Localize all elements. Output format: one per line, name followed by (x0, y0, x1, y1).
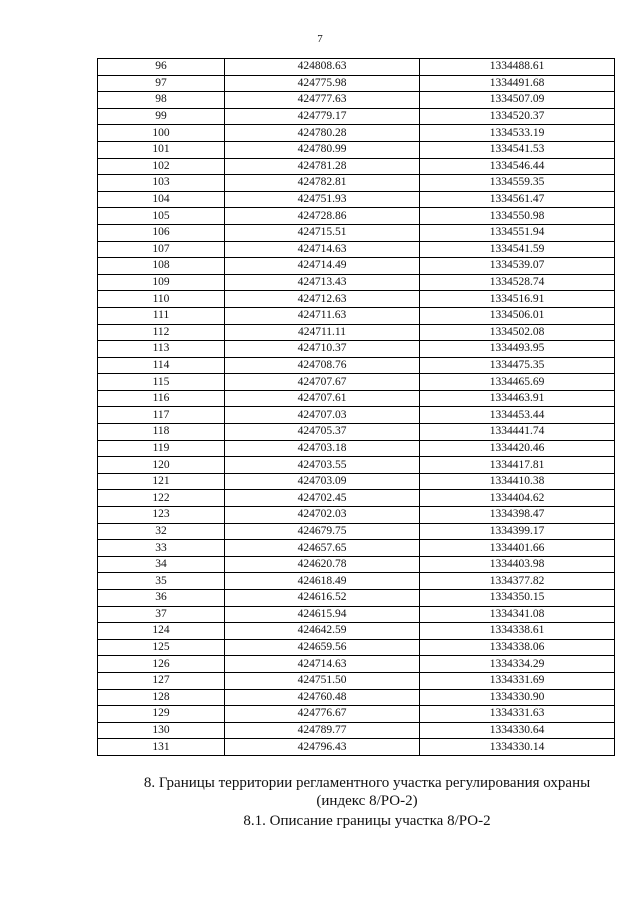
table-row (98, 258, 615, 275)
table-row (98, 175, 615, 192)
y-coordinate-cell: 1334546.44 (420, 158, 615, 175)
y-coordinate-cell: 1334420.46 (420, 440, 615, 457)
y-coordinate-cell: 1334330.14 (420, 739, 615, 756)
table-row (98, 407, 615, 424)
table-row (98, 739, 615, 756)
point-number-cell: 123 (98, 507, 225, 524)
table-row (98, 374, 615, 391)
x-coordinate-cell: 424751.50 (225, 672, 420, 689)
y-coordinate-cell: 1334528.74 (420, 274, 615, 291)
x-coordinate-cell: 424760.48 (225, 689, 420, 706)
point-number-cell: 130 (98, 722, 225, 739)
y-coordinate-cell: 1334338.06 (420, 639, 615, 656)
coordinates-table-body (98, 59, 615, 756)
x-coordinate-cell: 424708.76 (225, 357, 420, 374)
point-number-cell: 37 (98, 606, 225, 623)
point-number-cell: 115 (98, 374, 225, 391)
coordinates-table (97, 58, 615, 756)
point-number-cell: 109 (98, 274, 225, 291)
table-row (98, 141, 615, 158)
table-row (98, 92, 615, 109)
table-row (98, 341, 615, 358)
table-row (98, 59, 615, 76)
x-coordinate-cell: 424728.86 (225, 208, 420, 225)
table-row (98, 540, 615, 557)
point-number-cell: 33 (98, 540, 225, 557)
y-coordinate-cell: 1334493.95 (420, 341, 615, 358)
table-row (98, 158, 615, 175)
point-number-cell: 117 (98, 407, 225, 424)
x-coordinate-cell: 424618.49 (225, 573, 420, 590)
y-coordinate-cell: 1334488.61 (420, 59, 615, 76)
y-coordinate-cell: 1334341.08 (420, 606, 615, 623)
x-coordinate-cell: 424711.11 (225, 324, 420, 341)
y-coordinate-cell: 1334398.47 (420, 507, 615, 524)
table-row (98, 672, 615, 689)
table-row (98, 291, 615, 308)
x-coordinate-cell: 424713.43 (225, 274, 420, 291)
table-row (98, 224, 615, 241)
y-coordinate-cell: 1334550.98 (420, 208, 615, 225)
y-coordinate-cell: 1334403.98 (420, 556, 615, 573)
point-number-cell: 96 (98, 59, 225, 76)
y-coordinate-cell: 1334350.15 (420, 590, 615, 607)
table-row (98, 590, 615, 607)
table-row (98, 274, 615, 291)
point-number-cell: 125 (98, 639, 225, 656)
x-coordinate-cell: 424642.59 (225, 623, 420, 640)
table-row (98, 639, 615, 656)
point-number-cell: 111 (98, 307, 225, 324)
x-coordinate-cell: 424657.65 (225, 540, 420, 557)
table-row (98, 357, 615, 374)
section-heading: 8. Границы территории регламентного участка регулирования охраны (143, 775, 591, 791)
x-coordinate-cell: 424659.56 (225, 639, 420, 656)
y-coordinate-cell: 1334338.61 (420, 623, 615, 640)
subsection-heading: 8.1. Описание границы участка 8/РО-2 (243, 813, 491, 829)
x-coordinate-cell: 424714.63 (225, 241, 420, 258)
x-coordinate-cell: 424711.63 (225, 307, 420, 324)
table-row (98, 457, 615, 474)
y-coordinate-cell: 1334541.53 (420, 141, 615, 158)
table-row (98, 689, 615, 706)
point-number-cell: 120 (98, 457, 225, 474)
x-coordinate-cell: 424780.28 (225, 125, 420, 142)
table-row (98, 440, 615, 457)
point-number-cell: 104 (98, 191, 225, 208)
point-number-cell: 131 (98, 739, 225, 756)
point-number-cell: 100 (98, 125, 225, 142)
table-row (98, 424, 615, 441)
x-coordinate-cell: 424777.63 (225, 92, 420, 109)
page-number: 7 (317, 33, 323, 45)
x-coordinate-cell: 424707.03 (225, 407, 420, 424)
table-row (98, 473, 615, 490)
y-coordinate-cell: 1334561.47 (420, 191, 615, 208)
y-coordinate-cell: 1334507.09 (420, 92, 615, 109)
x-coordinate-cell: 424707.61 (225, 390, 420, 407)
table-row (98, 490, 615, 507)
point-number-cell: 122 (98, 490, 225, 507)
point-number-cell: 107 (98, 241, 225, 258)
point-number-cell: 34 (98, 556, 225, 573)
table-row (98, 523, 615, 540)
point-number-cell: 101 (98, 141, 225, 158)
x-coordinate-cell: 424780.99 (225, 141, 420, 158)
x-coordinate-cell: 424776.67 (225, 706, 420, 723)
x-coordinate-cell: 424707.67 (225, 374, 420, 391)
table-row (98, 324, 615, 341)
table-row (98, 606, 615, 623)
y-coordinate-cell: 1334491.68 (420, 75, 615, 92)
point-number-cell: 112 (98, 324, 225, 341)
point-number-cell: 35 (98, 573, 225, 590)
point-number-cell: 32 (98, 523, 225, 540)
point-number-cell: 99 (98, 108, 225, 125)
x-coordinate-cell: 424714.63 (225, 656, 420, 673)
table-row (98, 125, 615, 142)
x-coordinate-cell: 424808.63 (225, 59, 420, 76)
point-number-cell: 118 (98, 424, 225, 441)
point-number-cell: 129 (98, 706, 225, 723)
y-coordinate-cell: 1334551.94 (420, 224, 615, 241)
x-coordinate-cell: 424703.09 (225, 473, 420, 490)
point-number-cell: 113 (98, 341, 225, 358)
x-coordinate-cell: 424781.28 (225, 158, 420, 175)
x-coordinate-cell: 424796.43 (225, 739, 420, 756)
table-row (98, 556, 615, 573)
x-coordinate-cell: 424705.37 (225, 424, 420, 441)
y-coordinate-cell: 1334331.69 (420, 672, 615, 689)
y-coordinate-cell: 1334453.44 (420, 407, 615, 424)
x-coordinate-cell: 424615.94 (225, 606, 420, 623)
point-number-cell: 102 (98, 158, 225, 175)
y-coordinate-cell: 1334516.91 (420, 291, 615, 308)
y-coordinate-cell: 1334330.64 (420, 722, 615, 739)
x-coordinate-cell: 424703.18 (225, 440, 420, 457)
section-heading-index: (индекс 8/РО-2) (316, 793, 418, 809)
point-number-cell: 97 (98, 75, 225, 92)
point-number-cell: 36 (98, 590, 225, 607)
point-number-cell: 108 (98, 258, 225, 275)
table-row (98, 390, 615, 407)
x-coordinate-cell: 424775.98 (225, 75, 420, 92)
y-coordinate-cell: 1334410.38 (420, 473, 615, 490)
x-coordinate-cell: 424715.51 (225, 224, 420, 241)
x-coordinate-cell: 424679.75 (225, 523, 420, 540)
y-coordinate-cell: 1334334.29 (420, 656, 615, 673)
x-coordinate-cell: 424710.37 (225, 341, 420, 358)
table-row (98, 241, 615, 258)
point-number-cell: 128 (98, 689, 225, 706)
point-number-cell: 124 (98, 623, 225, 640)
x-coordinate-cell: 424789.77 (225, 722, 420, 739)
y-coordinate-cell: 1334404.62 (420, 490, 615, 507)
point-number-cell: 98 (98, 92, 225, 109)
table-row (98, 208, 615, 225)
y-coordinate-cell: 1334539.07 (420, 258, 615, 275)
point-number-cell: 126 (98, 656, 225, 673)
y-coordinate-cell: 1334541.59 (420, 241, 615, 258)
table-row (98, 623, 615, 640)
table-row (98, 507, 615, 524)
point-number-cell: 127 (98, 672, 225, 689)
point-number-cell: 114 (98, 357, 225, 374)
point-number-cell: 106 (98, 224, 225, 241)
x-coordinate-cell: 424702.03 (225, 507, 420, 524)
y-coordinate-cell: 1334417.81 (420, 457, 615, 474)
table-row (98, 573, 615, 590)
x-coordinate-cell: 424702.45 (225, 490, 420, 507)
y-coordinate-cell: 1334506.01 (420, 307, 615, 324)
x-coordinate-cell: 424620.78 (225, 556, 420, 573)
point-number-cell: 103 (98, 175, 225, 192)
y-coordinate-cell: 1334502.08 (420, 324, 615, 341)
x-coordinate-cell: 424779.17 (225, 108, 420, 125)
table-row (98, 191, 615, 208)
x-coordinate-cell: 424782.81 (225, 175, 420, 192)
x-coordinate-cell: 424714.49 (225, 258, 420, 275)
y-coordinate-cell: 1334377.82 (420, 573, 615, 590)
table-row (98, 307, 615, 324)
y-coordinate-cell: 1334331.63 (420, 706, 615, 723)
y-coordinate-cell: 1334520.37 (420, 108, 615, 125)
point-number-cell: 105 (98, 208, 225, 225)
y-coordinate-cell: 1334399.17 (420, 523, 615, 540)
table-row (98, 722, 615, 739)
y-coordinate-cell: 1334533.19 (420, 125, 615, 142)
y-coordinate-cell: 1334401.66 (420, 540, 615, 557)
point-number-cell: 110 (98, 291, 225, 308)
y-coordinate-cell: 1334441.74 (420, 424, 615, 441)
table-row (98, 108, 615, 125)
x-coordinate-cell: 424751.93 (225, 191, 420, 208)
y-coordinate-cell: 1334463.91 (420, 390, 615, 407)
x-coordinate-cell: 424703.55 (225, 457, 420, 474)
y-coordinate-cell: 1334330.90 (420, 689, 615, 706)
point-number-cell: 116 (98, 390, 225, 407)
table-row (98, 706, 615, 723)
x-coordinate-cell: 424712.63 (225, 291, 420, 308)
point-number-cell: 119 (98, 440, 225, 457)
point-number-cell: 121 (98, 473, 225, 490)
x-coordinate-cell: 424616.52 (225, 590, 420, 607)
y-coordinate-cell: 1334465.69 (420, 374, 615, 391)
y-coordinate-cell: 1334559.35 (420, 175, 615, 192)
y-coordinate-cell: 1334475.35 (420, 357, 615, 374)
table-row (98, 656, 615, 673)
table-row (98, 75, 615, 92)
